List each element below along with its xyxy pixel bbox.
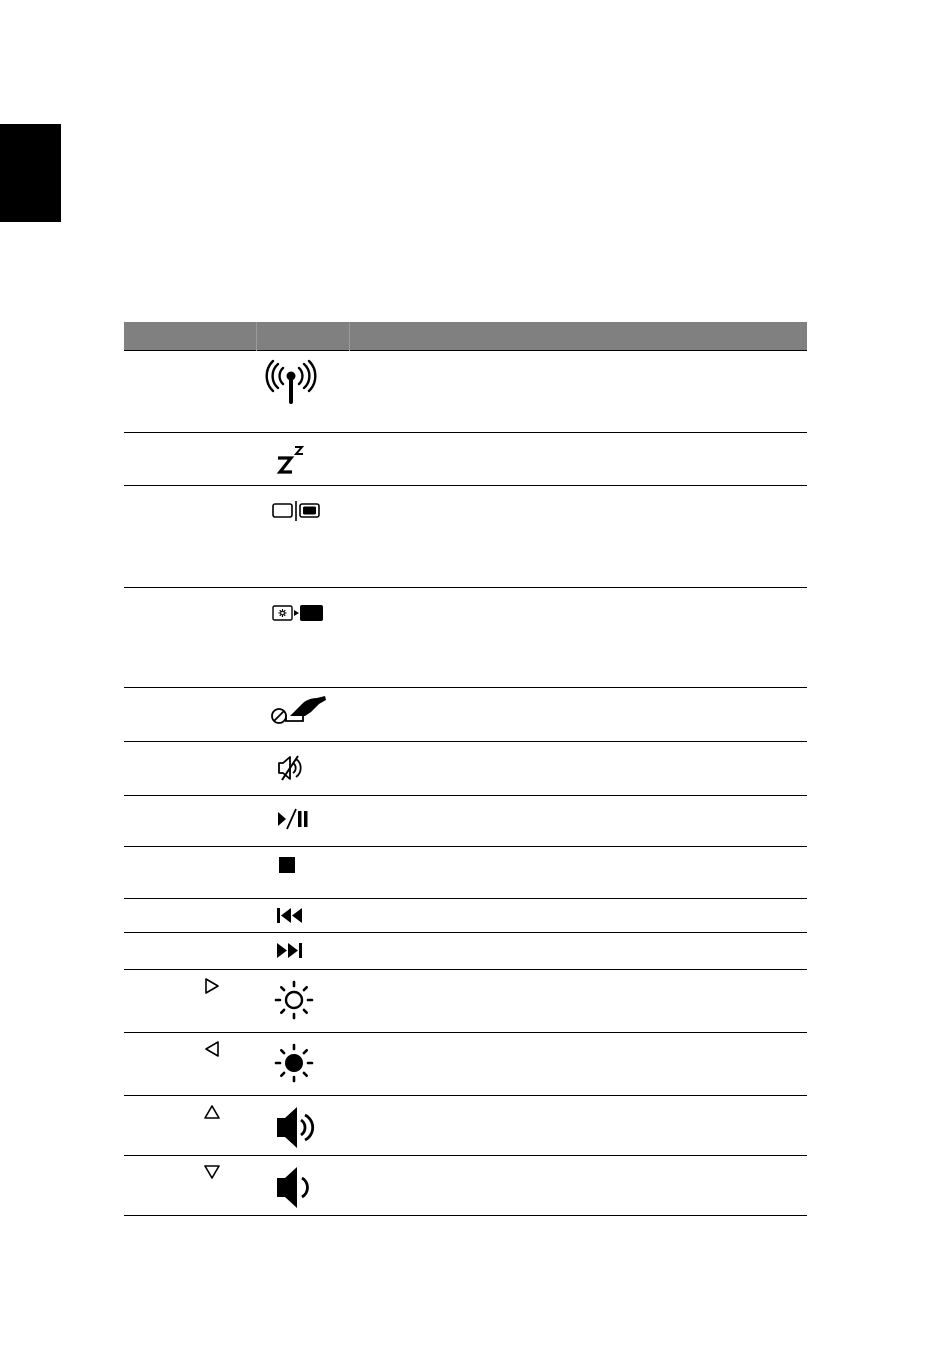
hotkey-cell: [124, 847, 257, 899]
table-row: [124, 742, 807, 796]
header-function: [350, 322, 808, 351]
description-cell: [350, 486, 808, 588]
description-cell: [350, 847, 808, 899]
description-cell: [350, 433, 808, 486]
description-cell: [350, 933, 808, 970]
hotkey-table: [124, 322, 807, 1216]
up-arrow-icon: [204, 1104, 220, 1125]
display-toggle-icon: [265, 486, 350, 529]
description-cell: [350, 1096, 808, 1156]
icon-cell: [257, 688, 350, 742]
table-row: [124, 933, 807, 970]
hotkey-cell: [124, 1033, 257, 1096]
header-icon: [257, 322, 350, 351]
hotkey-cell: [124, 933, 257, 970]
speaker-mute-icon: [265, 742, 350, 789]
table-row: [124, 899, 807, 933]
brightness-up-icon: [265, 970, 350, 1028]
description-cell: [350, 1033, 808, 1096]
touchpad-toggle-icon: [265, 688, 350, 733]
description-cell: [350, 1156, 808, 1216]
table-header-row: [124, 322, 807, 351]
icon-cell: [257, 899, 350, 933]
volume-down-icon: [265, 1156, 350, 1215]
stop-icon: [265, 847, 350, 881]
table-row: [124, 351, 807, 433]
icon-cell: [257, 1033, 350, 1096]
hotkey-cell: [124, 899, 257, 933]
icon-cell: [257, 433, 350, 486]
description-cell: [350, 351, 808, 433]
hotkey-cell: [124, 688, 257, 742]
icon-cell: [257, 796, 350, 847]
table-row: [124, 847, 807, 899]
hotkey-cell: [124, 588, 257, 688]
down-arrow-icon: [204, 1164, 220, 1185]
icon-cell: [257, 351, 350, 433]
hotkey-cell: [124, 742, 257, 796]
hotkey-cell: [124, 351, 257, 433]
previous-track-icon: [265, 899, 350, 932]
icon-cell: [257, 1096, 350, 1156]
icon-cell: [257, 486, 350, 588]
brightness-down-icon: [265, 1033, 350, 1091]
volume-up-icon: [265, 1096, 350, 1155]
icon-cell: [257, 847, 350, 899]
table-row: [124, 970, 807, 1033]
right-arrow-icon: [204, 978, 220, 999]
icon-cell: [257, 742, 350, 796]
description-cell: [350, 796, 808, 847]
table-row: [124, 433, 807, 486]
hotkey-cell: [124, 1096, 257, 1156]
table-row: [124, 486, 807, 588]
next-track-icon: [265, 933, 350, 967]
table-row: [124, 588, 807, 688]
description-cell: [350, 970, 808, 1033]
table-row: [124, 1033, 807, 1096]
hotkey-cell: [124, 433, 257, 486]
side-tab: [0, 124, 61, 222]
hotkey-cell: [124, 970, 257, 1033]
header-hotkey: [124, 322, 257, 351]
table-row: [124, 796, 807, 847]
table-row: [124, 1096, 807, 1156]
description-cell: [350, 899, 808, 933]
description-cell: [350, 688, 808, 742]
left-arrow-icon: [204, 1041, 220, 1062]
table-row: [124, 1156, 807, 1216]
wireless-antenna-icon: [265, 351, 350, 414]
hotkey-cell: [124, 1156, 257, 1216]
hotkey-cell: [124, 486, 257, 588]
icon-cell: [257, 588, 350, 688]
play-pause-icon: [265, 796, 350, 839]
table-row: [124, 688, 807, 742]
description-cell: [350, 588, 808, 688]
icon-cell: [257, 1156, 350, 1216]
icon-cell: [257, 970, 350, 1033]
description-cell: [350, 742, 808, 796]
icon-cell: [257, 933, 350, 970]
hotkey-cell: [124, 796, 257, 847]
screen-blank-icon: [265, 588, 350, 631]
sleep-zz-icon: [265, 433, 350, 482]
